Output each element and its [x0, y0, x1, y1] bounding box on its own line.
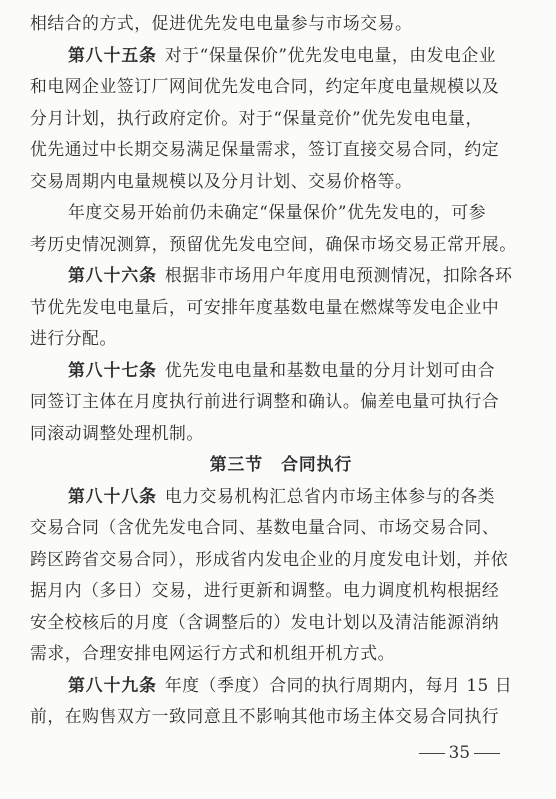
article-89-line	[30, 670, 532, 702]
article-86-title: 第八十六条	[68, 265, 157, 285]
text-line: 同签订主体在月度执行前进行调整和确认。偏差电量可执行合	[30, 391, 500, 411]
page-number	[0, 742, 556, 762]
text-line: 优先通过中长期交易满足保量需求，签订直接交易合同，约定	[30, 139, 500, 159]
text-line: 安全校核后的月度（含调整后的）发电计划以及清洁能源消纳	[30, 611, 500, 632]
article-87-line	[30, 355, 532, 387]
text-line: 跨区跨省交易合同），形成省内发电企业的月度发电计划，并依	[30, 548, 509, 569]
text-line: 和电网企业签订厂网间优先发电合同，约定年度电量规模以及	[30, 76, 500, 96]
article-88-line	[30, 481, 532, 513]
section-heading	[30, 449, 532, 481]
text-line: 前，在购售双方一致同意且不影响其他市场主体交易合同执行	[30, 706, 500, 726]
article-86-text: 根据非市场用户年度用电预测情况，扣除各环	[164, 265, 513, 285]
article-88-title: 第八十八条	[68, 485, 157, 506]
article-87-text: 优先发电电量和基数电量的分月计划可由合	[164, 359, 496, 380]
article-85-line	[30, 40, 532, 72]
page-number-dash-right	[474, 753, 500, 754]
article-89-title: 第八十九条	[68, 674, 157, 695]
text-line: 分月计划，执行政府定价。对于“保量竞价”优先发电电量，	[30, 107, 483, 128]
section-number: 第三节	[209, 454, 264, 474]
text-line: 交易周期内电量规模以及分月计划、交易价格等。	[30, 170, 413, 191]
text-line: 进行分配。	[30, 328, 117, 348]
article-89-text: 年度（季度）合同的执行周期内，每月 15 日	[164, 674, 513, 695]
article-88-text: 电力交易机构汇总省内市场主体参与的各类	[164, 485, 496, 506]
text-line: 相结合的方式，促进优先发电电量参与市场交易。	[30, 13, 413, 33]
article-87-title: 第八十七条	[68, 359, 157, 380]
text-line: 交易合同（含优先发电合同、基数电量合同、市场交易合同、	[30, 517, 500, 537]
text-line: 同滚动调整处理机制。	[30, 422, 204, 443]
page-number-value: 35	[448, 742, 470, 762]
text-line: 年度交易开始前仍未确定“保量保价”优先发电的，可参	[68, 202, 487, 222]
article-85-text: 对于“保量保价”优先发电电量，由发电企业	[164, 44, 497, 65]
article-86-line	[30, 260, 532, 292]
text-line: 据月内（多日）交易，进行更新和调整。电力调度机构根据经	[30, 580, 500, 600]
document-page	[30, 8, 532, 733]
text-line: 需求，合理安排电网运行方式和机组开机方式。	[30, 643, 396, 663]
section-title: 合同执行	[281, 454, 353, 474]
text-line: 节优先发电电量后，可安排年度基数电量在燃煤等发电企业中	[30, 296, 500, 317]
text-line: 考历史情况测算，预留优先发电空间，确保市场交易正常开展。	[30, 233, 517, 254]
page-number-dash-left	[419, 753, 445, 754]
article-85-title: 第八十五条	[68, 44, 157, 65]
